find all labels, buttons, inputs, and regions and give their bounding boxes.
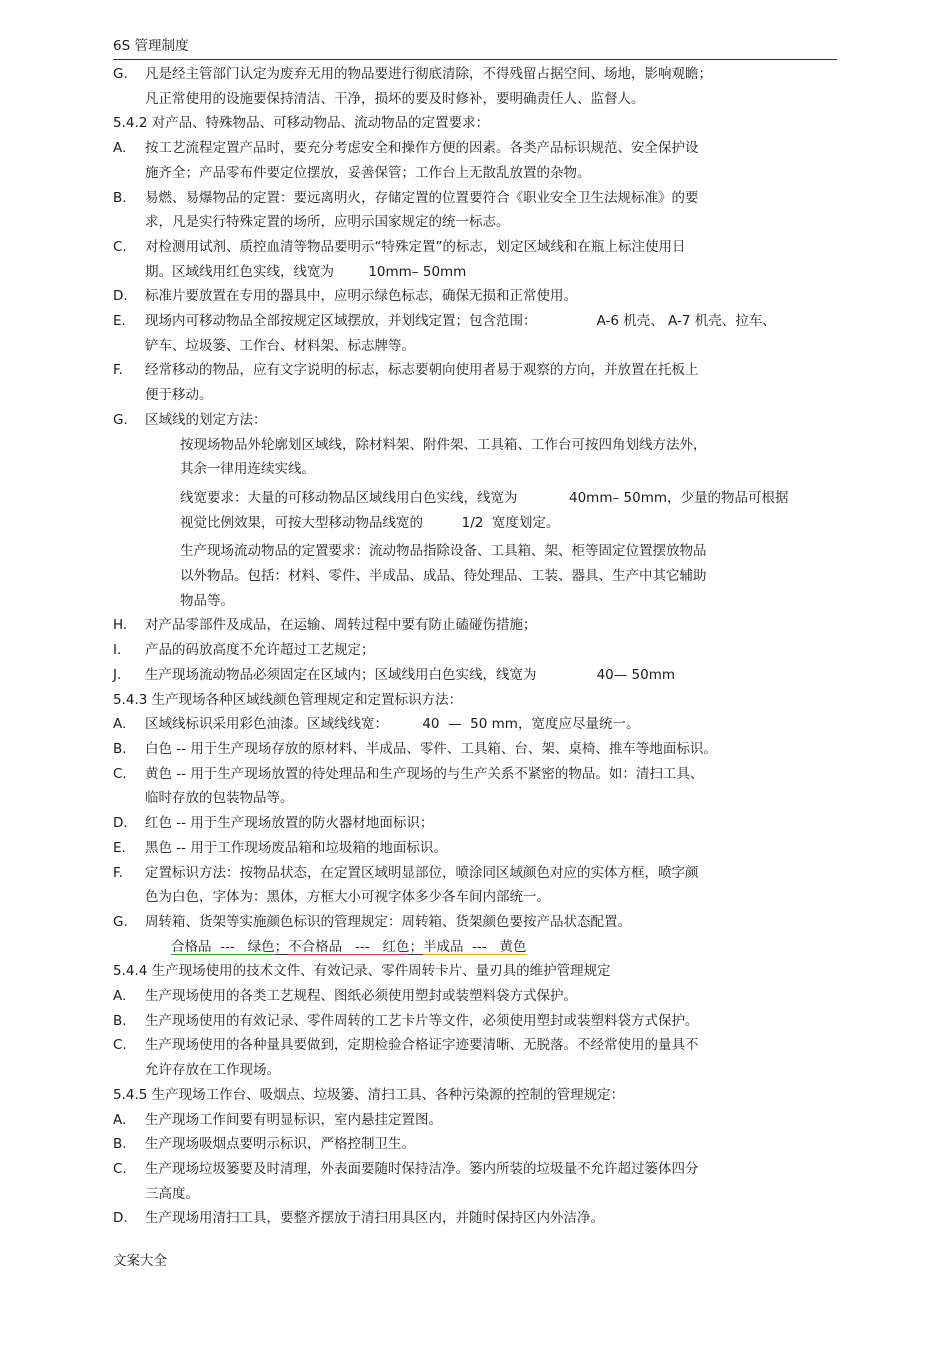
list-item: F. 经常移动的物品，应有文字说明的标志，标志要朝向使用者易于观察的方向，并放置在托板上 便于移动。 bbox=[113, 362, 699, 404]
list-item: C. 黄色 -- 用于生产现场放置的待处理品和生产现场的与生产关系不紧密的物品。如：清扫工具、 临时存放的包装物品等。 bbox=[113, 765, 704, 807]
semi-finished-color-label: 半成品 --- 黄色 bbox=[422, 938, 527, 955]
list-item: C. 生产现场使用的各种量具要做到，定期检验合格证字迹要清晰、无脱落。不经常使用的量具不 允许存放在工作现场。 bbox=[113, 1037, 699, 1079]
list-item: E. 现场内可移动物品全部按规定区域摆放，并划线定置；包含范围： A-6 机壳、 A-7 机壳、拉车、 铲车、垃圾篓、工作台、材料架、标志牌等。 bbox=[113, 313, 776, 354]
list-item: J. 生产现场流动物品必须固定在区域内；区域线用白色实线，线宽为 40— 50mm bbox=[113, 666, 676, 683]
sub-paragraph: 生产现场流动物品的定置要求：流动物品指除设备、工具箱、架、柜等固定位置摆放物品 以外物品。包括：材料、零件、半成品、成品、待处理品、工装、器具、生产中其它辅助 物品等。 bbox=[180, 543, 707, 609]
page-header-title: 6S 管理制度 bbox=[113, 38, 189, 54]
list-item: D. 生产现场用清扫工具，要整齐摆放于清扫用具区内，并随时保持区内外洁净。 bbox=[113, 1210, 604, 1227]
qualified-color-label: 合格品 --- 绿色 bbox=[171, 938, 275, 955]
list-item: G. 周转箱、货架等实施颜色标识的管理规定：周转箱、货架颜色要按产品状态配置。 bbox=[113, 913, 631, 930]
list-item: H. 对产品零部件及成品，在运输、周转过程中要有防止磕碰伤措施； bbox=[113, 617, 537, 634]
section-heading-543: 5.4.3 生产现场各种区域线颜色管理规定和定置标识方法： bbox=[113, 691, 463, 708]
list-item: B. 易燃、易爆物品的定置：要远离明火，存储定置的位置要符合《职业安全卫生法规标准》的要 求，凡是实行特殊定置的场所，应明示国家规定的统一标志。 bbox=[113, 189, 699, 231]
list-item: F. 定置标识方法：按物品状态，在定置区域明显部位，喷涂同区域颜色对应的实体方框，喷字颜 色为白色，字体为：黑体，方框大小可视字体多少各车间内部统一。 bbox=[113, 864, 699, 906]
list-item: C. 对检测用试剂、质控血清等物品要明示“特殊定置”的标志，划定区域线和在瓶上标注使用日 期。区域线用红色实线，线宽为 10mm– 50mm bbox=[113, 238, 686, 280]
sub-paragraph: 按现场物品外轮廓划区域线，除材料架、附件架、工具箱、工作台可按四角划线方法外， 其余一律用连续实线。 bbox=[180, 436, 707, 478]
unqualified-color-label: 不合格品 --- 红色 bbox=[288, 938, 410, 955]
list-item: A. 区域线标识采用彩色油漆。区域线线宽： 40 — 50 mm，宽度应尽量统一。 bbox=[113, 716, 640, 733]
section-heading-545: 5.4.5 生产现场工作台、吸烟点、垃圾篓、清扫工具、各种污染源的控制的管理规定： bbox=[113, 1086, 625, 1103]
list-item: B. 生产现场使用的有效记录、零件周转的工艺卡片等文件，必须使用塑封或装塑料袋方式保护。 bbox=[113, 1012, 699, 1029]
page-footer-text: 文案大全 bbox=[113, 1253, 167, 1269]
section-heading-544: 5.4.4 生产现场使用的技术文件、有效记录、零件周转卡片、量刃具的维护管理规定 bbox=[113, 963, 611, 980]
list-item: G. 区域线的划定方法： bbox=[113, 411, 267, 428]
color-code-line: 合格品 --- 绿色；不合格品 --- 红色；半成品 --- 黄色 bbox=[171, 938, 527, 955]
list-item: C. 生产现场垃圾篓要及时清理，外表面要随时保持洁净。篓内所装的垃圾量不允许超过篓体四分 三高度。 bbox=[113, 1160, 699, 1202]
list-item: D. 标准片要放置在专用的器具中，应明示绿色标志，确保无损和正常使用。 bbox=[113, 288, 577, 305]
section-heading-542: 5.4.2 对产品、特殊物品、可移动物品、流动物品的定置要求： bbox=[113, 115, 490, 132]
list-item: A. 生产现场使用的各类工艺规程、图纸必须使用塑封或装塑料袋方式保护。 bbox=[113, 988, 577, 1005]
list-item: B. 白色 -- 用于生产现场存放的原材料、半成品、零件、工具箱、台、架、桌椅、推车等地面标识。 bbox=[113, 740, 717, 757]
list-item: E. 黑色 -- 用于工作现场废品箱和垃圾箱的地面标识。 bbox=[113, 839, 447, 856]
list-item: A. 生产现场工作间要有明显标识，室内悬挂定置图。 bbox=[113, 1111, 442, 1128]
list-item: B. 生产现场吸烟点要明示标识，严格控制卫生。 bbox=[113, 1136, 415, 1153]
sub-paragraph: 线宽要求：大量的可移动物品区域线用白色实线，线宽为 40mm– 50mm，少量的物品可根据 视觉比例效果，可按大型移动物品线宽的 1/2 宽度划定。 bbox=[180, 489, 789, 531]
document-body bbox=[113, 62, 853, 1231]
list-item: I. 产品的码放高度不允许超过工艺规定； bbox=[113, 642, 375, 659]
list-item: G. 凡是经主管部门认定为废弃无用的物品要进行彻底清除，不得残留占据空间、场地，影响观瞻； 凡正常使用的设施要保持清洁、干净，损坏的要及时修补，要明确责任人、监督人。 bbox=[113, 66, 712, 107]
header-divider bbox=[113, 59, 837, 60]
list-item: D. 红色 -- 用于生产现场放置的防火器材地面标识； bbox=[113, 815, 434, 832]
list-item: A. 按工艺流程定置产品时，要充分考虑安全和操作方便的因素。各类产品标识规范、安全保护设 施齐全；产品零布件要定位摆放，妥善保管；工作台上无散乱放置的杂物。 bbox=[113, 140, 699, 181]
